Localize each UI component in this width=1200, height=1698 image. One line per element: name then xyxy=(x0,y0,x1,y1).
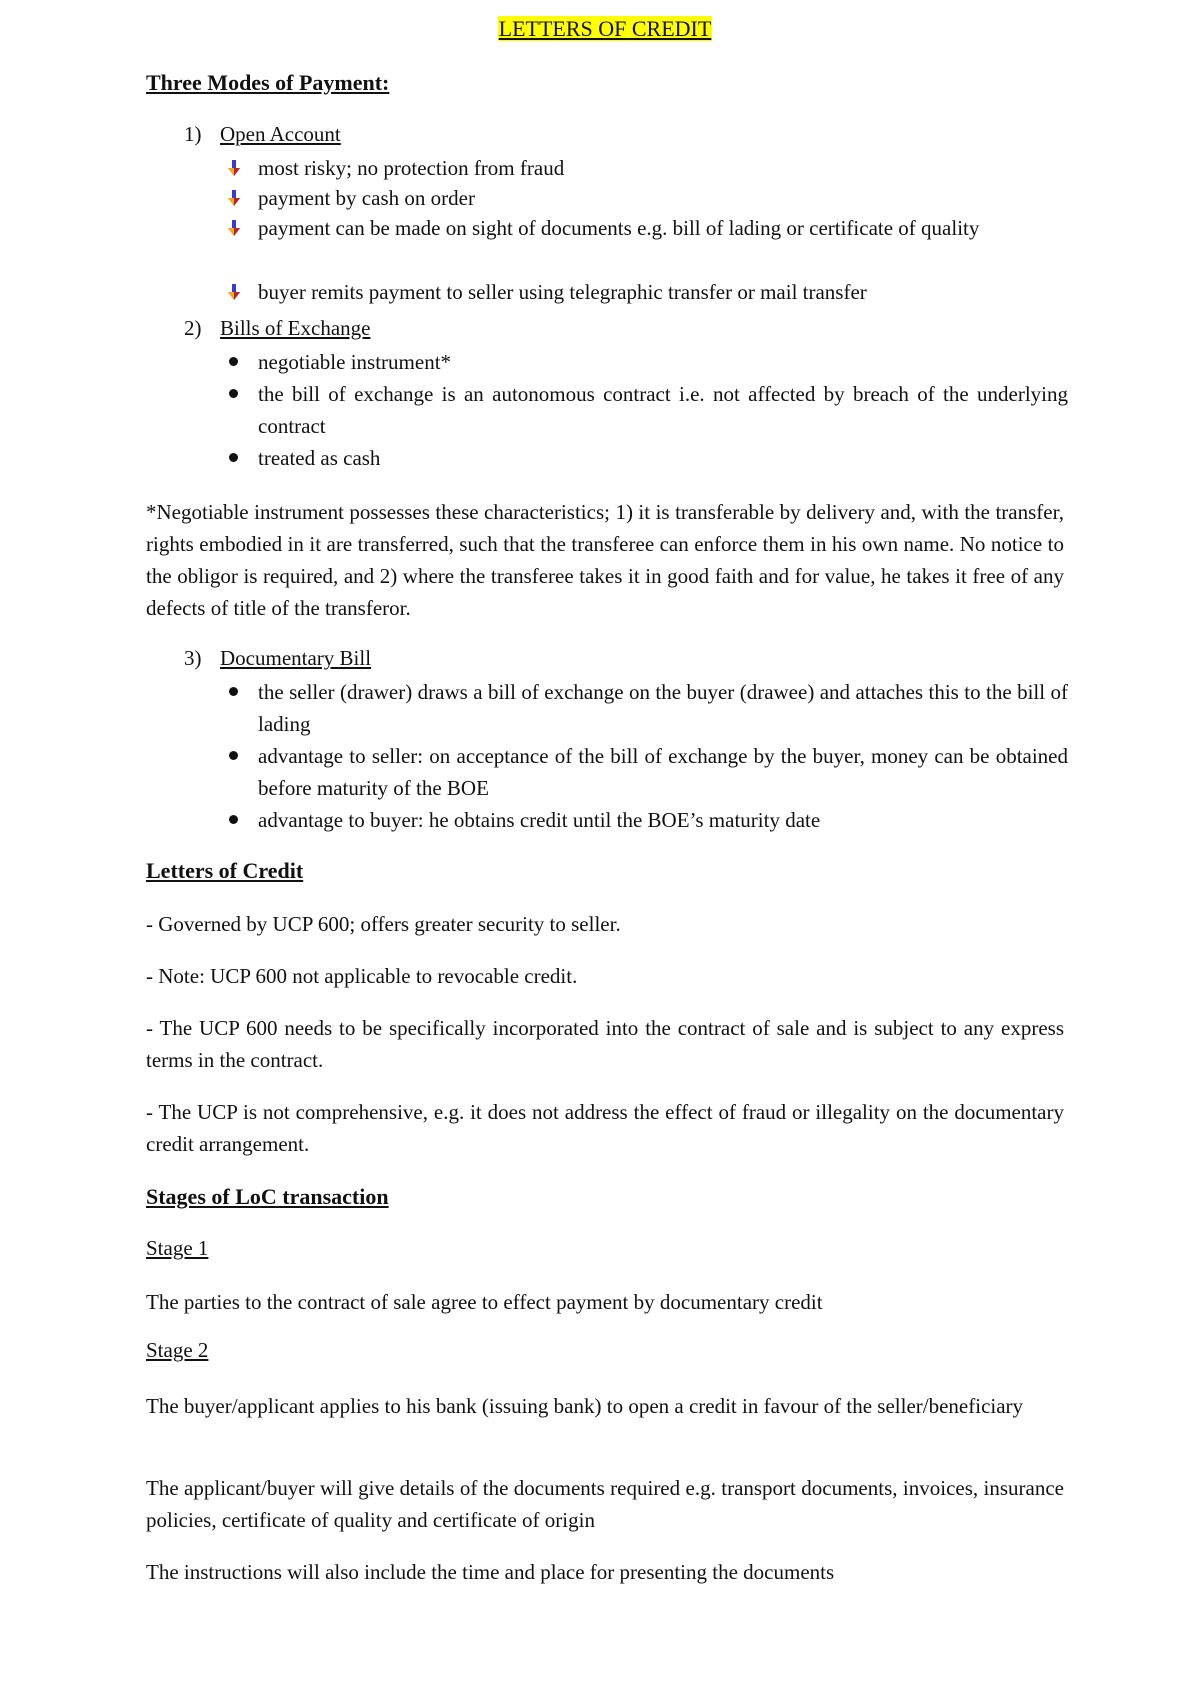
loc-point: - Governed by UCP 600; offers greater security to seller. xyxy=(146,912,621,936)
mode-3-number: 3) xyxy=(184,646,202,670)
title-block xyxy=(146,16,1064,42)
bullet-dot-icon xyxy=(226,346,244,378)
stage-2-paragraph: The applicant/buyer will give details of the documents required e.g. transport documents, invoices, insurance policies, certificate of quality and certificate of origin xyxy=(146,1476,1064,1532)
modes-heading: Three Modes of Payment: xyxy=(146,70,390,95)
arrow-bullet-icon xyxy=(226,212,244,244)
bullet-dot-icon xyxy=(226,804,244,836)
list-item xyxy=(258,152,1068,184)
stage-2-label: Stage 2 xyxy=(146,1338,209,1362)
arrow-bullet-icon xyxy=(226,276,244,308)
page-title: LETTERS OF CREDIT xyxy=(498,16,712,41)
mode-2-bullet-text: negotiable instrument* xyxy=(258,350,452,374)
mode-3-bullet-text: the seller (drawer) draws a bill of exchange on the buyer (drawee) and attaches this to the bill of lading xyxy=(258,680,1068,736)
list-item xyxy=(258,346,1068,378)
mode-3-bullet-text: advantage to buyer: he obtains credit until the BOE’s maturity date xyxy=(258,808,821,832)
list-item xyxy=(258,212,1068,244)
mode-1-bullet-text: most risky; no protection from fraud xyxy=(258,156,565,180)
list-item xyxy=(258,804,1068,836)
bullet-dot-icon xyxy=(226,740,244,772)
loc-point: - Note: UCP 600 not applicable to revocable credit. xyxy=(146,964,578,988)
mode-2-number: 2) xyxy=(184,316,202,340)
list-item xyxy=(258,276,1068,308)
mode-1-number: 1) xyxy=(184,122,202,146)
list-item xyxy=(258,378,1068,442)
mode-3-label: Documentary Bill xyxy=(220,646,372,670)
mode-3-bullet-text: advantage to seller: on acceptance of the bill of exchange by the buyer, money can be obtained before maturity of the BOE xyxy=(258,744,1068,800)
negotiable-instrument-footnote: *Negotiable instrument possesses these characteristics; 1) it is transferable by delivery and, with the transfer, rights embodied in it are transferred, such that the transferee can enforce them in his own name. No notice to the obligor is required, and 2) where the transferee takes it in good faith and for value, he takes it free of any defects of title of the transferor. xyxy=(146,500,1064,620)
mode-1-item xyxy=(184,122,341,147)
mode-2-bullet-text: the bill of exchange is an autonomous contract i.e. not affected by breach of the underlying contract xyxy=(258,382,1068,438)
list-item xyxy=(258,740,1068,804)
mode-1-bullet-text: payment by cash on order xyxy=(258,186,475,210)
stages-heading: Stages of LoC transaction xyxy=(146,1184,389,1209)
loc-heading: Letters of Credit xyxy=(146,858,304,883)
list-item xyxy=(258,676,1068,740)
arrow-bullet-icon xyxy=(226,182,244,214)
arrow-bullet-icon xyxy=(226,152,244,184)
loc-point: - The UCP is not comprehensive, e.g. it does not address the effect of fraud or illegality on the documentary credit arrangement. xyxy=(146,1100,1064,1156)
loc-point: - The UCP 600 needs to be specifically incorporated into the contract of sale and is subject to any express terms in the contract. xyxy=(146,1016,1064,1072)
mode-2-label: Bills of Exchange xyxy=(220,316,371,340)
mode-1-bullet-text: buyer remits payment to seller using telegraphic transfer or mail transfer xyxy=(258,280,867,304)
mode-2-bullet-text: treated as cash xyxy=(258,446,381,470)
mode-1-label: Open Account xyxy=(220,122,341,146)
list-item xyxy=(258,182,1068,214)
bullet-dot-icon xyxy=(226,442,244,474)
stage-1-text: The parties to the contract of sale agree to effect payment by documentary credit xyxy=(146,1290,823,1314)
mode-3-item xyxy=(184,646,371,671)
mode-1-bullet-text: payment can be made on sight of documents e.g. bill of lading or certificate of quality xyxy=(258,216,980,240)
bullet-dot-icon xyxy=(226,378,244,410)
stage-1-label: Stage 1 xyxy=(146,1236,209,1260)
bullet-dot-icon xyxy=(226,676,244,708)
stage-2-paragraph: The instructions will also include the time and place for presenting the documents xyxy=(146,1560,835,1584)
stage-2-paragraph: The buyer/applicant applies to his bank (issuing bank) to open a credit in favour of the seller/beneficiary xyxy=(146,1394,1024,1418)
list-item xyxy=(258,442,1068,474)
mode-2-item xyxy=(184,316,370,341)
